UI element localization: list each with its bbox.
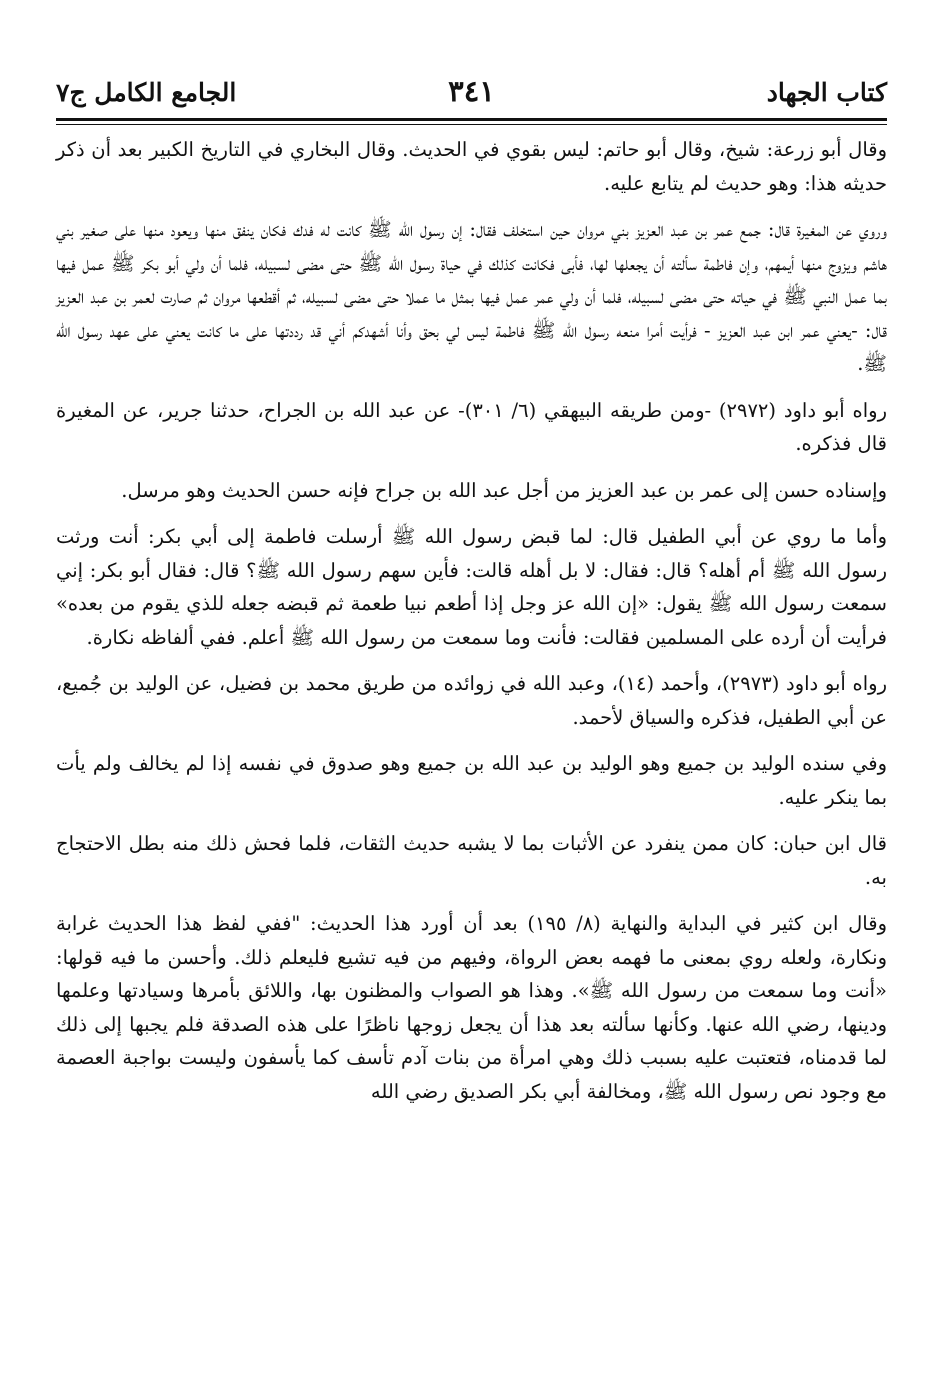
page-header	[56, 68, 887, 118]
paragraph: رواه أبو داود (٢٩٧٢) -ومن طريقه البيهقي (٦/ ٣٠١)- عن عبد الله بن الجراح، حدثنا جرير، عن المغيرة قال فذكره.	[56, 398, 887, 455]
paragraph: قال ابن حبان: كان ممن ينفرد عن الأثبات بما لا يشبه حديث الثقات، فلما فحش ذلك منه بطل الاحتجاج به.	[56, 832, 887, 889]
header-rule-thick	[56, 118, 887, 121]
paragraph: وإسناده حسن إلى عمر بن عبد العزيز من أجل عبد الله بن جراح فإنه حسن الحديث وهو مرسل.	[121, 478, 887, 502]
paragraph: وقال ابن كثير في البداية والنهاية (٨/ ١٩٥) بعد أن أورد هذا الحديث: "ففي لفظ هذا الحديث غرابة ونكارة، ولعله روي بمعنى ما فهمه بعض الرواة، وفيهم من فيه تشيع فليعلم ذلك. وأحسن ما فيه قولها: «أنت وما سمعت من رسول الله ﷺ». وهذا هو الصواب والمظنون بها، واللائق بأمرها وسيادتها وعلمها ودينها، رضي الله عنها. وكأنها سألته بعد هذا أن يجعل زوجها ناظرًا على هذه الصدقة فلم يجبها إلى ذلك لما قدمناه، فتعتبت عليه بسبب ذلك وهي امرأة من بنات آدم تأسف كما يأسفون وليست بواجبة العصمة مع وجود نص رسول الله ﷺ، ومخالفة أبي بكر الصديق رضي الله	[56, 912, 887, 1103]
page-body	[56, 133, 887, 1121]
paragraph: وفي سنده الوليد بن جميع وهو الوليد بن عبد الله بن جميع وهو صدوق في نفسه إذا لم يخالف ولم يأت بما ينكر عليه.	[56, 752, 887, 809]
paragraph: وأما ما روي عن أبي الطفيل قال: لما قبض رسول الله ﷺ أرسلت فاطمة إلى أبي بكر: أنت ورثت رسول الله ﷺ أم أهله؟ قال: فقال: لا بل أهله قالت: فأين سهم رسول الله ﷺ؟ قال: فقال أبو بكر: إني سمعت رسول الله ﷺ يقول: «إن الله عز وجل إذا أطعم نبيا طعمة ثم قبضه جعله للذي يقوم من بعده» فرأيت أن أرده على المسلمين فقالت: فأنت وما سمعت من رسول الله ﷺ أعلم. ففي ألفاظه نكارة.	[56, 525, 887, 649]
paragraph: وقال أبو زرعة: شيخ، وقال أبو حاتم: ليس بقوي في الحديث. وقال البخاري في التاريخ الكبير بعد أن ذكر حديثه هذا: وهو حديث لم يتابع عليه.	[56, 138, 887, 195]
page-number: ٣٤١	[448, 74, 495, 108]
volume-title: الجامع الكامل ج٧	[56, 78, 237, 107]
paragraph: وروي عن المغيرة قال: جمع عمر بن عبد العزيز بني مروان حين استخلف فقال: إن رسول الله ﷺ كانت له فدك فكان ينفق منها ويعود منها على صغير بني هاشم ويزوج منها أيمهم، وإن فاطمة سألته أن يجعلها لها، فأبى فكانت كذلك في حياة رسول الله ﷺ حتى مضى لسبيله، فلما أن ولي أبو بكر ﷺ عمل فيها بما عمل النبي ﷺ في حياته حتى مضى لسبيله، فلما أن ولي عمر عمل فيها بمثل ما عملا حتى مضى لسبيله، ثم أقطعها مروان ثم صارت لعمر بن عبد العزيز قال: -يعني عمر ابن عبد العزيز - فرأيت أمرا منعه رسول الله ﷺ فاطمة ليس لي بحق وأنا أشهدكم أني قد رددتها على ما كانت يعني على عهد رسول الله ﷺ.	[56, 218, 887, 375]
book-title: كتاب الجهاد	[766, 78, 887, 107]
paragraph: رواه أبو داود (٢٩٧٣)، وأحمد (١٤)، وعبد الله في زوائده من طريق محمد بن فضيل، عن الوليد بن جُميع، عن أبي الطفيل، فذكره والسياق لأحمد.	[56, 672, 887, 729]
header-rule-thin	[56, 124, 887, 125]
